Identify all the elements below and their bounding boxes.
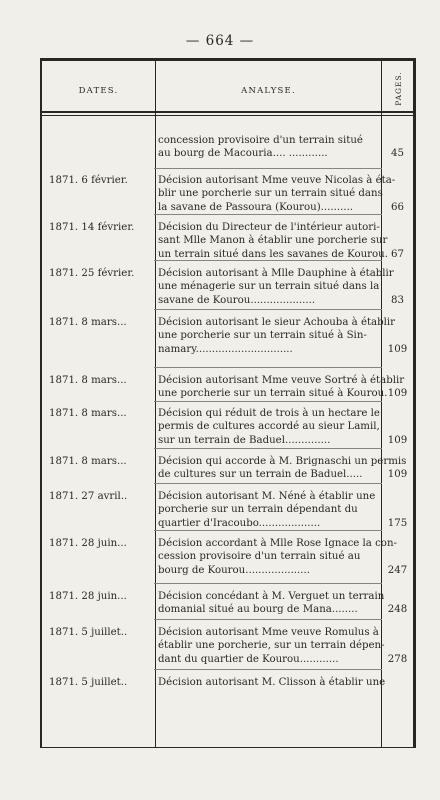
analysis-line: un terrain situé dans les savanes de Kourou. bbox=[158, 248, 388, 260]
entry-date: 1871. 14 février. bbox=[49, 222, 135, 233]
analysis-line: Décision qui réduit de trois à un hectare le bbox=[158, 408, 380, 419]
entry-date: 1871. 8 mars... bbox=[49, 317, 127, 328]
row-separator bbox=[154, 260, 382, 261]
row-separator bbox=[154, 619, 382, 620]
entry-date: 1871. 5 juillet.. bbox=[49, 627, 128, 638]
analysis-line: Décision concédant à M. Verguet un terrain bbox=[158, 591, 385, 602]
row-separator bbox=[154, 483, 382, 484]
analysis-line: savane de Kourou.................... bbox=[158, 294, 316, 306]
entry-page: 278 bbox=[387, 653, 408, 665]
analysis-line: Décision autorisant Mme veuve Sortré à établir bbox=[158, 375, 405, 386]
entry-page: 248 bbox=[387, 604, 408, 616]
analysis-line: dant du quartier de Kourou............ bbox=[158, 653, 339, 665]
analysis-line: permis de cultures accordé au sieur Lamil, bbox=[158, 421, 380, 433]
row-separator bbox=[154, 168, 382, 169]
analysis-line: Décision accordant à Mlle Rose Ignace la con- bbox=[158, 538, 397, 549]
analysis-line: Décision qui accorde à M. Brignaschi un permis bbox=[158, 456, 407, 467]
analysis-line: domanial situé au bourg de Mana........ bbox=[158, 604, 358, 616]
entry-analysis bbox=[158, 626, 385, 666]
header-rule bbox=[42, 111, 413, 113]
row-separator bbox=[154, 669, 382, 670]
analysis-line: sur un terrain de Baduel.............. bbox=[158, 434, 331, 446]
entry-analysis bbox=[158, 267, 394, 307]
analysis-line: de cultures sur un terrain de Baduel..... bbox=[158, 469, 363, 481]
analysis-line: Décision autorisant Mme veuve Romulus à bbox=[158, 627, 379, 638]
header-pages: PAGES. bbox=[393, 70, 403, 106]
row-separator bbox=[154, 448, 382, 449]
row-separator bbox=[154, 309, 382, 310]
header-rule-thin bbox=[42, 115, 413, 116]
page-number: — 664 — bbox=[185, 33, 255, 49]
analysis-line: Décision autorisant M. Néné à établir une bbox=[158, 491, 376, 502]
entry-page: 83 bbox=[391, 294, 404, 306]
entry-analysis bbox=[158, 537, 397, 577]
entry-page: 109 bbox=[387, 343, 408, 355]
analysis-line: au bourg de Macouria.... ............ bbox=[158, 148, 328, 160]
entry-analysis bbox=[158, 590, 385, 617]
entry-date: 1871. 5 juillet.. bbox=[49, 677, 128, 688]
row-separator bbox=[154, 214, 382, 215]
entry-analysis bbox=[158, 174, 396, 214]
analysis-line: une porcherie sur un terrain situé à Sin- bbox=[158, 330, 367, 342]
entry-page: 109 bbox=[387, 434, 408, 446]
column-divider-dates bbox=[155, 61, 156, 747]
entry-date: 1871. 8 mars... bbox=[49, 456, 127, 467]
analysis-line: quartier d'Iracoubo................... bbox=[158, 517, 321, 529]
entry-analysis bbox=[158, 676, 386, 689]
entry-page: 247 bbox=[387, 564, 408, 576]
entry-analysis bbox=[158, 490, 379, 530]
row-separator bbox=[154, 401, 382, 402]
row-separator bbox=[154, 583, 382, 584]
row-separator bbox=[154, 367, 382, 368]
analysis-line: Décision autorisant à Mlle Dauphine à établir bbox=[158, 268, 394, 279]
entry-date: 1871. 8 mars... bbox=[49, 408, 127, 419]
row-separator bbox=[154, 530, 382, 531]
entry-date: 1871. 27 avril.. bbox=[49, 491, 128, 502]
analysis-line: porcherie sur un terrain dépendant du bbox=[158, 504, 358, 516]
analysis-line: cession provisoire d'un terrain situé au bbox=[158, 551, 361, 563]
entry-date: 1871. 25 février. bbox=[49, 268, 135, 279]
entry-page: 109 bbox=[387, 469, 408, 481]
index-table bbox=[40, 58, 416, 748]
analysis-line: une porcherie sur un terrain situé à Kourou. bbox=[158, 388, 388, 400]
entry-analysis bbox=[158, 134, 379, 161]
analysis-line: Décision du Directeur de l'intérieur autori- bbox=[158, 222, 380, 233]
analysis-line: bourg de Kourou.................... bbox=[158, 564, 310, 576]
entry-page: 45 bbox=[391, 148, 404, 160]
analysis-line: la savane de Passoura (Kourou).......... bbox=[158, 201, 354, 213]
entry-page: 66 bbox=[391, 201, 404, 213]
header-pages-cell bbox=[384, 69, 412, 107]
entry-date: 1871. 8 mars... bbox=[49, 375, 127, 386]
entry-date: 1871. 6 février. bbox=[49, 175, 128, 186]
entry-page: 175 bbox=[387, 517, 408, 529]
header-dates: DATES. bbox=[78, 86, 119, 96]
analysis-line: blir une porcherie sur un terrain situé dans bbox=[158, 188, 383, 200]
entry-analysis bbox=[158, 316, 396, 356]
entry-page: 109 bbox=[387, 388, 408, 400]
entry-analysis bbox=[158, 407, 379, 447]
analysis-line: namary.............................. bbox=[158, 343, 293, 355]
header-analyse: ANALYSE. bbox=[241, 86, 296, 96]
analysis-line: Décision autorisant Mme veuve Nicolas à éta- bbox=[158, 175, 396, 186]
entry-date: 1871. 28 juin... bbox=[49, 538, 127, 549]
entry-date: 1871. 28 juin... bbox=[49, 591, 127, 602]
analysis-line: Décision autorisant M. Clisson à établir une bbox=[158, 677, 386, 688]
entry-page: 67 bbox=[391, 248, 404, 260]
analysis-line: concession provisoire d'un terrain situé bbox=[158, 135, 363, 146]
analysis-line: une ménagerie sur un terrain situé dans la bbox=[158, 281, 380, 293]
analysis-line: Décision autorisant le sieur Achouba à établir bbox=[158, 317, 396, 328]
entry-analysis bbox=[158, 221, 388, 261]
analysis-line: sant Mlle Manon à établir une porcherie sur bbox=[158, 235, 388, 247]
analysis-line: établir une porcherie, sur un terrain dépen- bbox=[158, 640, 385, 652]
